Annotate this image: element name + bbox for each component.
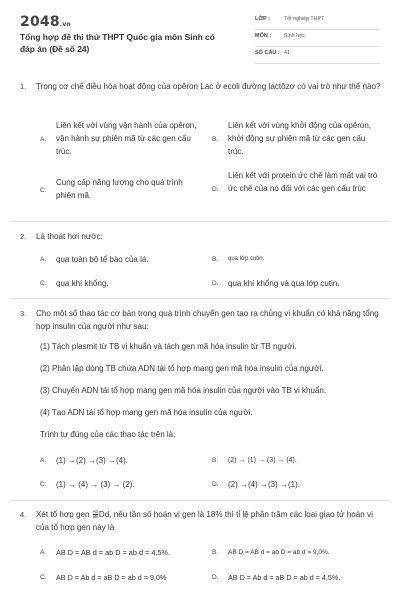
option-b[interactable]	[212, 119, 382, 159]
question-text-before: Xét tổ hợp gen	[36, 510, 90, 519]
option-letter: B.	[212, 549, 219, 556]
question-3	[20, 309, 383, 499]
question-1	[20, 82, 383, 217]
option-b[interactable]	[212, 253, 382, 266]
option-text: Liên kết với protein ức chế làm mất vai trò ức chế của nó đối với các gen cấu trúc	[228, 171, 378, 193]
divider	[10, 500, 390, 501]
option-text: Liên kết với vùng vận hành của opêron, vận hành sự phiên mã từ các gen cấu trúc.	[56, 121, 197, 156]
option-a[interactable]	[40, 546, 210, 559]
step-2: (2) Phân lập dòng TB chứa ADN tái tổ hợp mang gen mã hóa insulin của người.	[40, 364, 324, 373]
option-letter: C.	[40, 280, 47, 287]
question-text: Lá thoát hơi nước:	[36, 232, 103, 241]
option-text: Liên kết với vùng khởi động của opêron, khởi động sự phiên mã từ các gen cấu trúc.	[228, 121, 372, 156]
option-letter: A.	[40, 256, 47, 263]
option-d[interactable]	[212, 478, 382, 491]
option-letter: D.	[212, 481, 219, 488]
genotype-fraction: $\frac{Ab}{aB}$	[92, 508, 98, 520]
document-header	[0, 0, 400, 70]
option-text: AB D = AB d = ab D = ab d = 4,5%.	[56, 548, 170, 557]
option-text: (2) → (1) → (3) → (4).	[228, 457, 297, 464]
meta-key: LỚP :	[255, 16, 270, 22]
option-d[interactable]	[212, 571, 382, 584]
option-b[interactable]	[212, 546, 382, 559]
question-number: 3.	[20, 309, 27, 318]
divider	[10, 221, 390, 222]
option-letter: D.	[212, 186, 219, 193]
option-letter: C.	[40, 574, 47, 581]
option-text: AB D = Ab d = aB D = ab d = 4,5%.	[228, 573, 341, 582]
meta-value: Tốt nghiệp THPT	[284, 16, 325, 22]
document-meta	[255, 13, 380, 64]
option-text: qua khí khổng.	[56, 279, 109, 288]
option-c[interactable]	[40, 277, 210, 290]
question-2	[20, 232, 383, 292]
question-number: 4.	[20, 510, 27, 519]
option-d[interactable]	[212, 169, 382, 209]
option-text: qua khí khổng và qua lớp cutin.	[228, 279, 340, 288]
option-text: AB D = Ab d = aB D = ab d = 9,0%	[56, 573, 167, 582]
option-text: Cung cấp năng lượng cho quá trình phiên mã.	[56, 178, 183, 200]
meta-row-subject	[255, 30, 380, 47]
option-letter: B.	[212, 136, 219, 143]
option-text: AB D = AB d = ab D = ab d = 9,0%.	[228, 549, 330, 556]
option-c[interactable]	[40, 176, 210, 204]
meta-row-class	[255, 13, 380, 30]
option-text: (1) → (4) → (3) → (2).	[56, 480, 135, 489]
meta-value: Sinh học	[284, 33, 305, 39]
option-letter: C.	[40, 481, 47, 488]
option-text: qua toàn bộ tế bào của lá.	[56, 255, 149, 264]
document-title: Tổng hợp đề thi thử THPT Quốc gia môn Sinh có đáp án (Đề số 24)	[20, 32, 215, 54]
step-1: (1) Tách plasmit từ TB vi khuẩn và tách gen mã hóa insulin từ TB người.	[40, 342, 297, 351]
option-letter: A.	[40, 136, 47, 143]
option-letter: B.	[212, 457, 219, 464]
option-a[interactable]	[40, 253, 210, 266]
option-c[interactable]	[40, 571, 210, 584]
question-text: Trong cơ chế điều hòa hoạt động của opêron Lac ở ecoli đường lactôzơ có vai trò như thế nào?	[36, 82, 381, 91]
step-3: (3) Chuyển ADN tái tổ hợp mang gen mã hóa insulin của người vào TB vi khuẩn.	[40, 386, 327, 395]
option-letter: D.	[212, 574, 219, 581]
option-b[interactable]	[212, 454, 382, 467]
meta-value: 41	[284, 50, 290, 56]
question-4	[20, 510, 383, 598]
question-text	[36, 508, 383, 534]
site-logo[interactable]: 2048.vn	[20, 14, 71, 30]
question-prompt: Trình tự đúng của các thao tác trên là:	[40, 430, 176, 439]
question-text-after: Dd, nếu tần số hoán vị gen là 18% thì tỉ lệ phần trăm các loại giao tử hoán vị của tổ hợp gen này là	[36, 510, 373, 533]
option-letter: D.	[212, 280, 219, 287]
option-letter: A.	[40, 457, 47, 464]
option-c[interactable]	[40, 478, 210, 491]
meta-key: SỐ CÂU :	[255, 50, 280, 56]
question-number: 1.	[20, 82, 27, 91]
option-letter: C.	[40, 187, 47, 194]
step-4: (4) Tạo ADN tái tổ hợp mang gen mã hóa insulin của người.	[40, 408, 253, 417]
option-text: (1) →(2) →(3) →(4).	[56, 456, 128, 465]
meta-row-count	[255, 47, 380, 64]
option-a[interactable]	[40, 119, 210, 159]
option-letter: B.	[212, 256, 219, 263]
meta-key: MÔN :	[255, 33, 272, 39]
option-text: qua lớp cutin.	[228, 256, 265, 262]
option-d[interactable]	[212, 277, 382, 290]
question-text: Cho một số thao tác cơ bản trong quá trình chuyển gen tạo ra chủng vi khuẩn có khả năng tổng hợp insulin của người như sau:	[36, 309, 379, 332]
divider	[10, 298, 390, 299]
question-number: 2.	[20, 232, 27, 241]
option-text: (2) →(4) →(3) →(1).	[228, 480, 300, 489]
option-letter: A.	[40, 549, 47, 556]
option-a[interactable]	[40, 454, 210, 467]
